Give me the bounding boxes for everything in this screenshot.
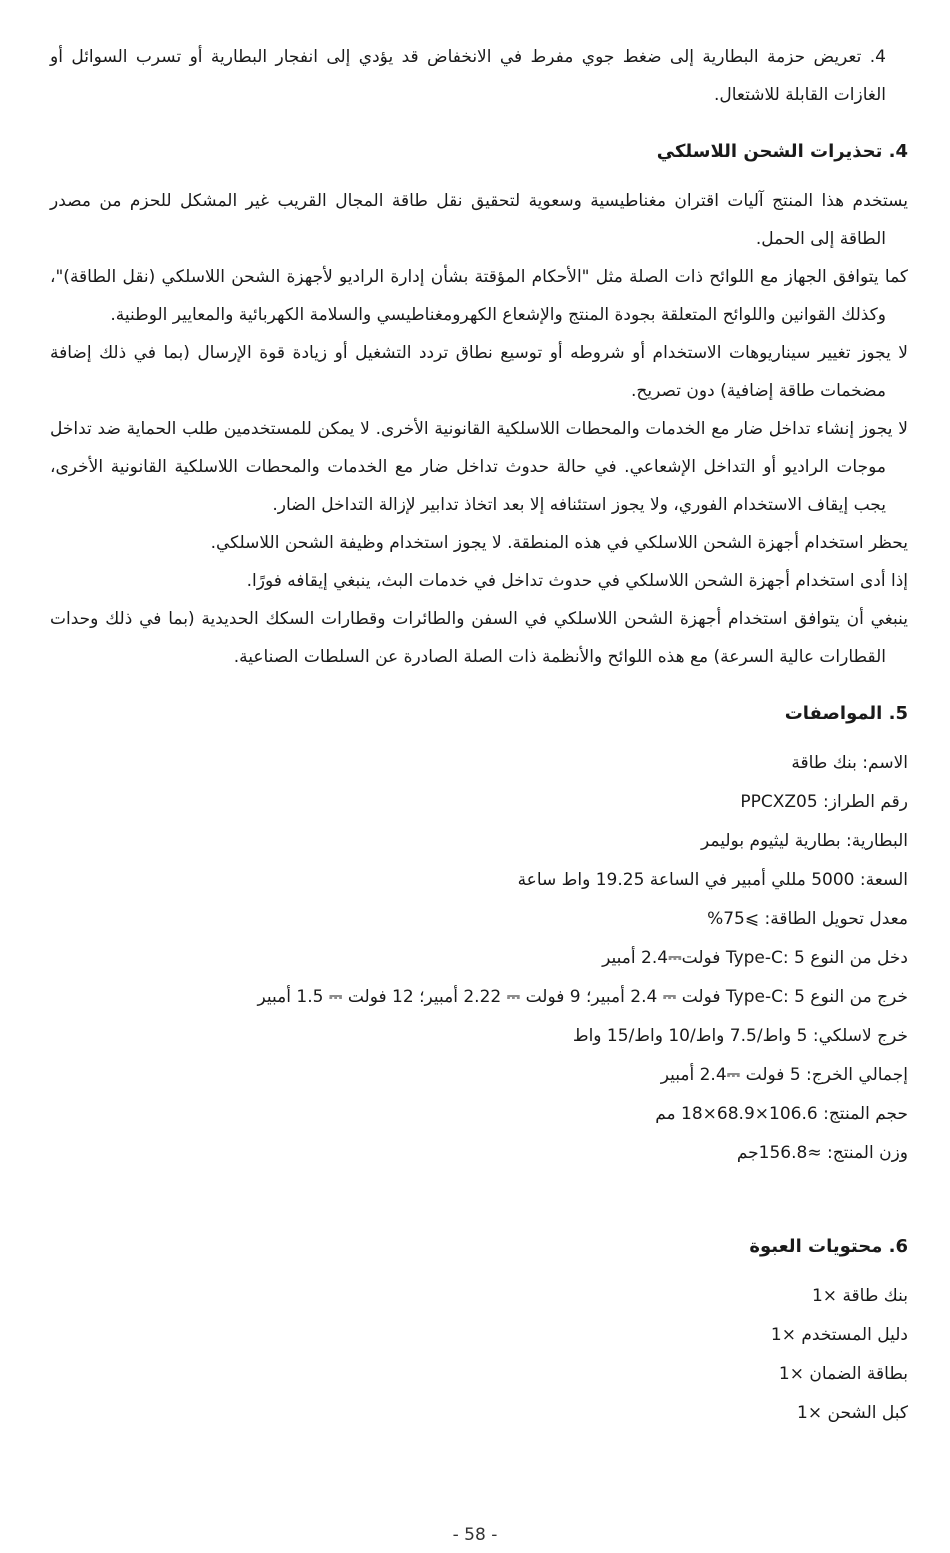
package-item: بنك طاقة ×1 [811,1286,908,1306]
spec-size: حجم المنتج: 106.6×68.9×18 مم [655,1104,908,1124]
section-6-title: 6. محتويات العبوة [749,1236,908,1257]
spec-model: رقم الطراز: PPCXZ05 [740,792,908,812]
spec-wireless-output: خرج لاسلكي: 5 واط/7.5 واط/10 واط/15 واط [572,1026,908,1046]
spec-capacity: السعة: 5000 مللي أمبير في الساعة 19.25 واط ساعة [517,870,908,890]
section-5-title: 5. المواصفات [784,703,908,724]
spec-conversion-rate: معدل تحويل الطاقة: ⩾75% [707,909,908,929]
spacer [50,1173,908,1213]
section-4-paragraph: ينبغي أن يتوافق استخدام أجهزة الشحن اللاسلكي في السفن والطائرات وقطارات السكك الحديدية (بما في ذلك وحدات القطارات عالية السرعة) مع هذه اللوائح والأنظمة ذات الصلة الصادرة عن السلطات الصناعية. [50,609,908,667]
specifications-list [50,744,908,1173]
spec-total-output: إجمالي الخرج: 5 فولت ⎓2.4 أمبير [660,1065,908,1085]
section-4-body [50,182,908,676]
spec-input: دخل من النوع Type-C: 5 فولت⎓2.4 أمبير [602,948,908,968]
section-4-paragraph: يستخدم هذا المنتج آليات اقتران مغناطيسية وسعوية لتحقيق نقل طاقة المجال القريب غير المشكل للحزم من مصدر الطاقة إلى الحمل. [50,191,908,249]
package-contents-list [50,1277,908,1433]
section-4-paragraph: لا يجوز إنشاء تداخل ضار مع الخدمات والمحطات اللاسلكية القانونية الأخرى. لا يمكن للمستخدمين طلب الحماية ضد تداخل موجات الراديو أو التداخل الإشعاعي. في حالة حدوث تداخل ضار مع الخدمات والمحطات اللاسلكية القانونية الأخرى، يجب إيقاف الاستخدام الفوري، ولا يجوز استئنافه إلا بعد اتخاذ تدابير لإزالة التداخل الضار. [50,419,908,515]
warning-item-4: 4. تعريض حزمة البطارية إلى ضغط جوي مفرط في الانخفاض قد يؤدي إلى انفجار البطارية أو تسرب السوائل أو الغازات القابلة للاشتعال. [50,47,886,105]
page-number: - 58 - [452,1525,498,1545]
package-item: كبل الشحن ×1 [797,1403,908,1423]
spec-weight: وزن المنتج: ≈156.8جم [736,1143,908,1163]
spec-battery: البطارية: بطارية ليثيوم بوليمر [701,831,908,851]
spec-name: الاسم: بنك طاقة [791,753,908,773]
spec-output: خرج من النوع Type-C: 5 فولت ⎓ 2.4 أمبير؛ 9 فولت ⎓ 2.22 أمبير؛ 12 فولت ⎓ 1.5 أمبير [257,987,908,1007]
section-4-paragraph: إذا أدى استخدام أجهزة الشحن اللاسلكي في حدوث تداخل في خدمات البث، ينبغي إيقافه فورًا. [246,571,908,591]
section-4-paragraph: يحظر استخدام أجهزة الشحن اللاسلكي في هذه المنطقة. لا يجوز استخدام وظيفة الشحن اللاسلكي. [210,533,908,553]
page-content [50,38,908,1433]
section-4-paragraph: لا يجوز تغيير سيناريوهات الاستخدام أو شروطه أو توسيع نطاق تردد التشغيل أو زيادة قوة الإرسال (بما في ذلك إضافة مضخمات طاقة إضافية) دون تصريح. [50,343,908,401]
section-4-paragraph: كما يتوافق الجهاز مع اللوائح ذات الصلة مثل "الأحكام المؤقتة بشأن إدارة الراديو لأجهزة الشحن اللاسلكي (نقل الطاقة)"، وكذلك القوانين واللوائح المتعلقة بجودة المنتج والإشعاع الكهرومغناطيسي والسلامة الكهربائية والمعايير الوطنية. [50,267,908,325]
section-4-title: 4. تحذيرات الشحن اللاسلكي [656,141,908,162]
package-item: بطاقة الضمان ×1 [778,1364,908,1384]
package-item: دليل المستخدم ×1 [770,1325,908,1345]
